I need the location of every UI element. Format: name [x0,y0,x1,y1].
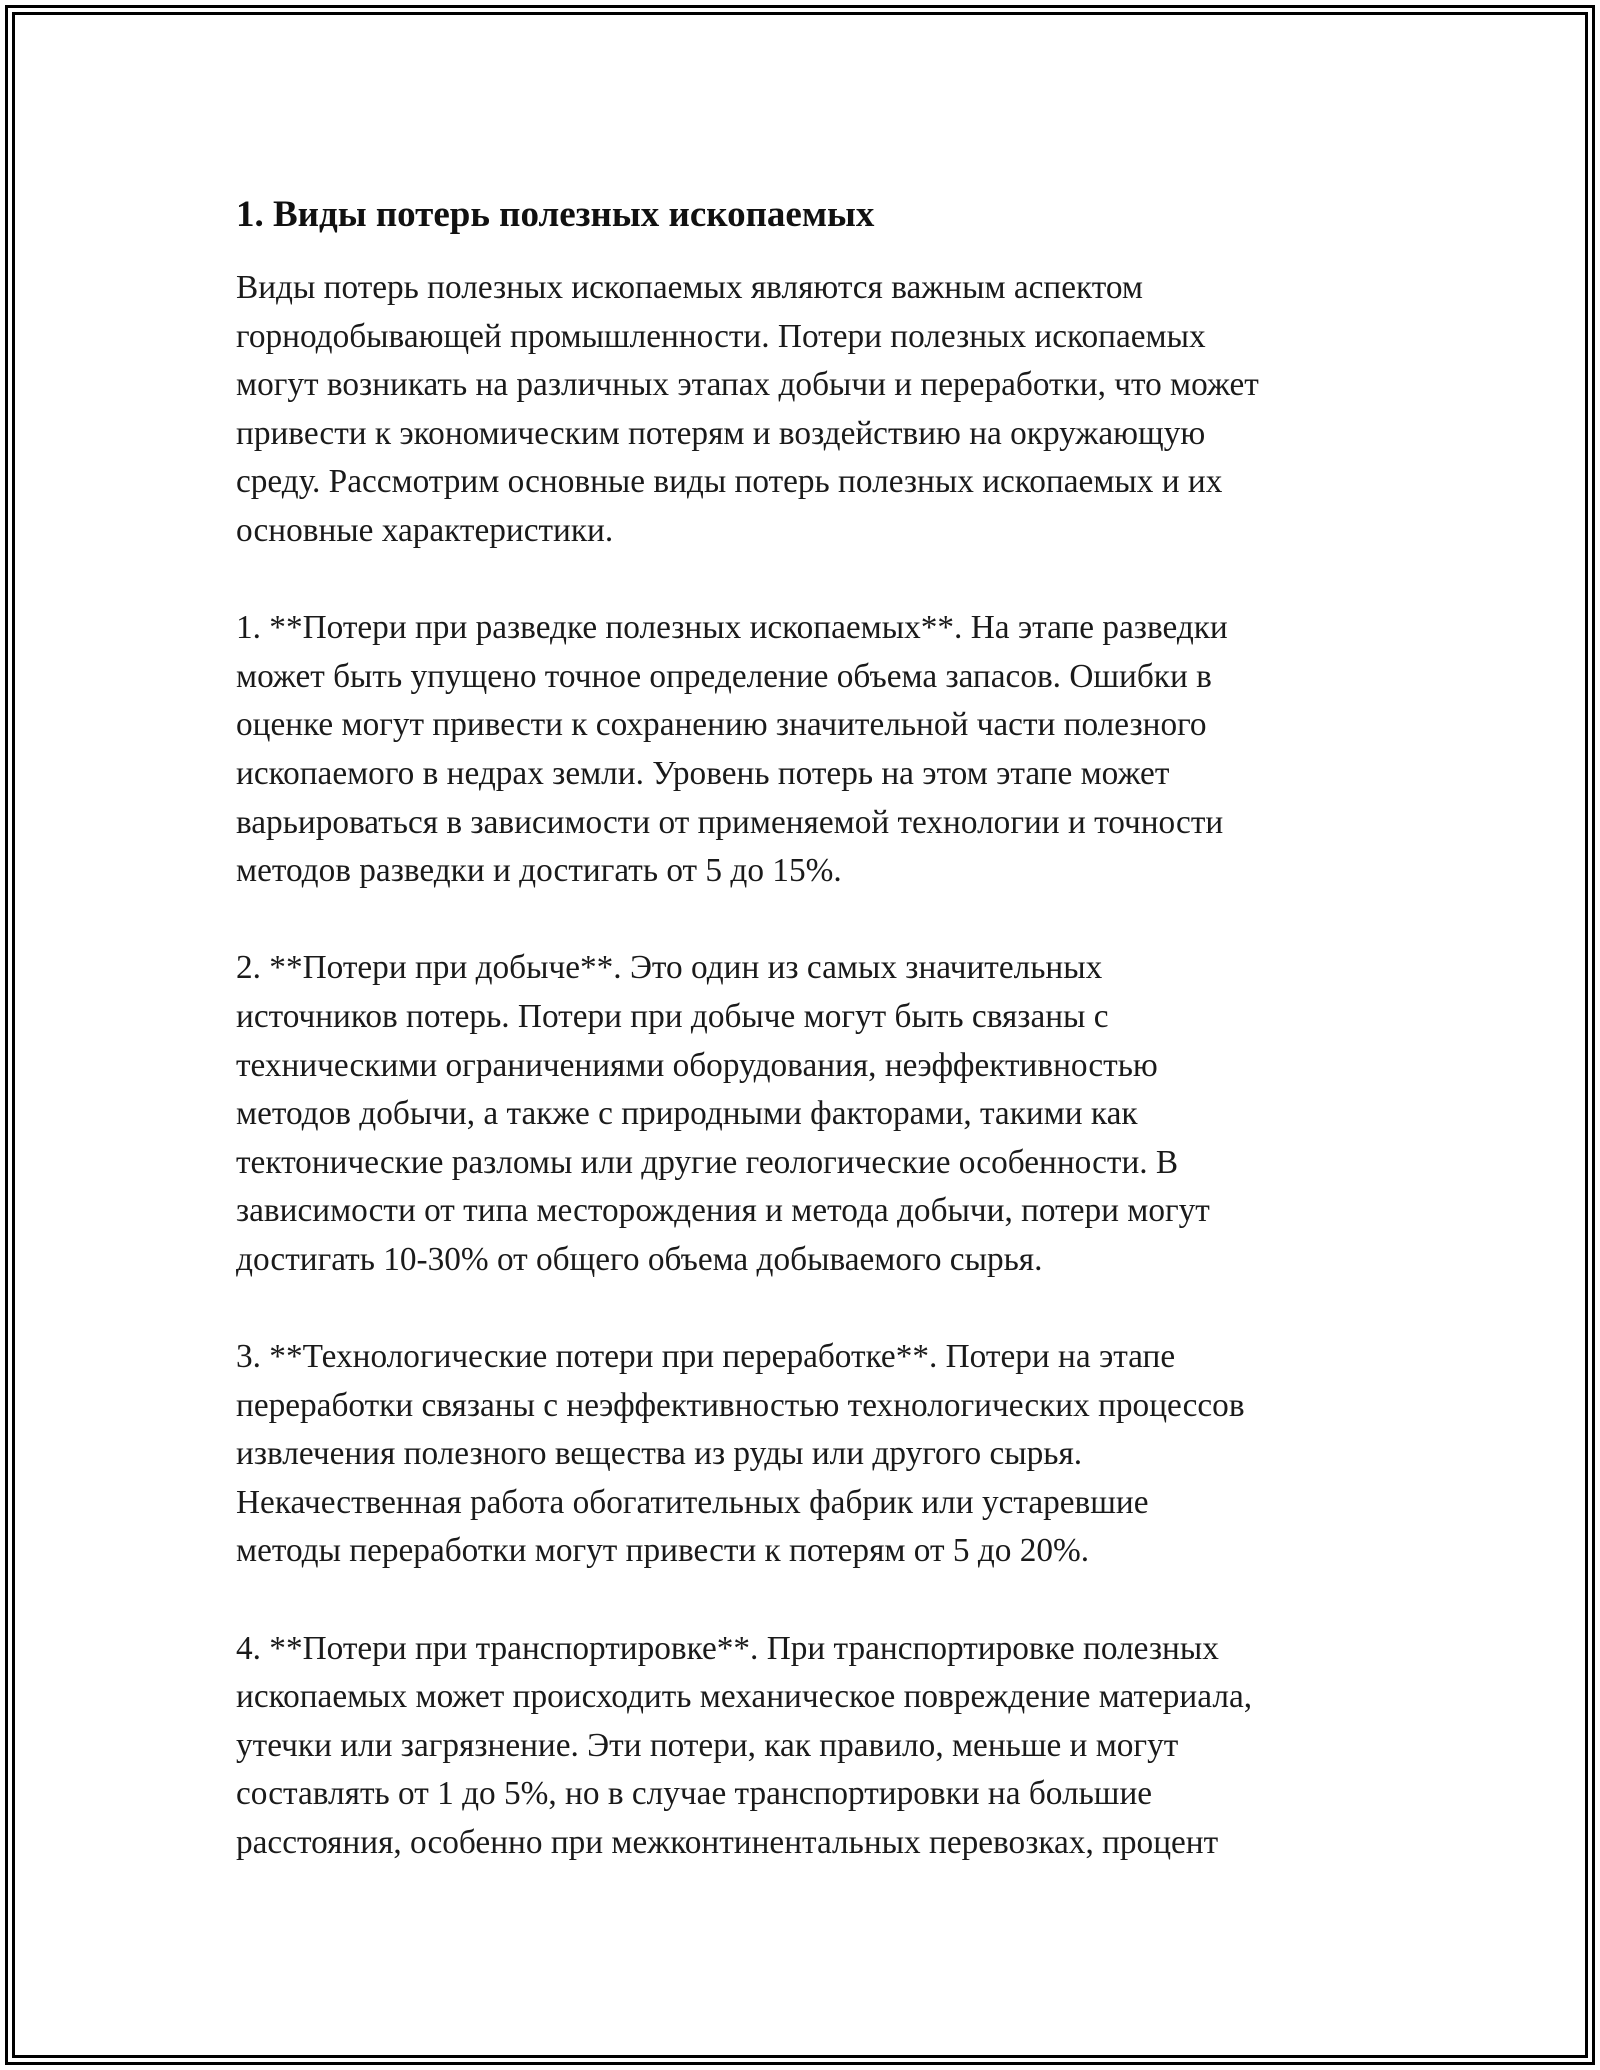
text-line: составлять от 1 до 5%, но в случае транспортировки на большие [236,1775,1153,1813]
text-line: методы переработки могут привести к потерям от 5 до 20%. [236,1532,1090,1570]
paragraph-mining-losses [236,944,1386,1284]
paragraph-intro [236,264,1386,556]
text-line: оценке могут привести к сохранению значительной части полезного [236,706,1207,744]
text-line: 4. **Потери при транспортировке**. При транспортировке полезных [236,1629,1219,1667]
text-line: 3. **Технологические потери при переработке**. Потери на этапе [236,1338,1176,1376]
text-line: ископаемого в недрах земли. Уровень потерь на этом этапе может [236,754,1170,792]
paragraph-processing-losses [236,1333,1386,1576]
text-line: зависимости от типа месторождения и метода добычи, потери могут [236,1192,1210,1230]
paragraph-exploration-losses [236,604,1386,896]
text-line: переработки связаны с неэффективностью технологических процессов [236,1386,1245,1424]
text-line: варьироваться в зависимости от применяемой технологии и точности [236,803,1224,841]
document-body [236,188,1386,1916]
text-line: могут возникать на различных этапах добычи и переработки, что может [236,366,1259,404]
text-line: 2. **Потери при добыче**. Это один из самых значительных [236,949,1103,987]
text-line: горнодобывающей промышленности. Потери полезных ископаемых [236,317,1206,355]
text-line: достигать 10-30% от общего объема добываемого сырья. [236,1240,1043,1278]
text-line: основные характеристики. [236,511,614,549]
text-line: расстояния, особенно при межконтинентальных перевозках, процент [236,1824,1219,1861]
text-line: извлечения полезного вещества из руды или другого сырья. [236,1435,1083,1473]
paragraph-transport-losses [236,1625,1386,1868]
text-line: среду. Рассмотрим основные виды потерь полезных ископаемых и их [236,463,1223,501]
text-line: может быть упущено точное определение объема запасов. Ошибки в [236,657,1212,695]
text-line: методов добычи, а также с природными факторами, такими как [236,1095,1138,1133]
text-line: техническими ограничениями оборудования, неэффективностью [236,1046,1158,1084]
text-line: Виды потерь полезных ископаемых являются важным аспектом [236,269,1143,306]
text-line: методов разведки и достигать от 5 до 15%. [236,852,842,890]
text-line: утечки или загрязнение. Эти потери, как правило, меньше и могут [236,1726,1179,1764]
section-heading: 1. Виды потерь полезных ископаемых [236,194,875,235]
text-line: ископаемых может происходить механическое повреждение материала, [236,1678,1253,1716]
text-line: источников потерь. Потери при добыче могут быть связаны с [236,997,1109,1035]
text-line: привести к экономическим потерям и воздействию на окружающую [236,414,1206,452]
text-line: 1. **Потери при разведке полезных ископаемых**. На этапе разведки [236,609,1228,647]
text-line: тектонические разломы или другие геологические особенности. В [236,1143,1179,1181]
text-line: Некачественная работа обогатительных фабрик или устаревшие [236,1483,1149,1521]
